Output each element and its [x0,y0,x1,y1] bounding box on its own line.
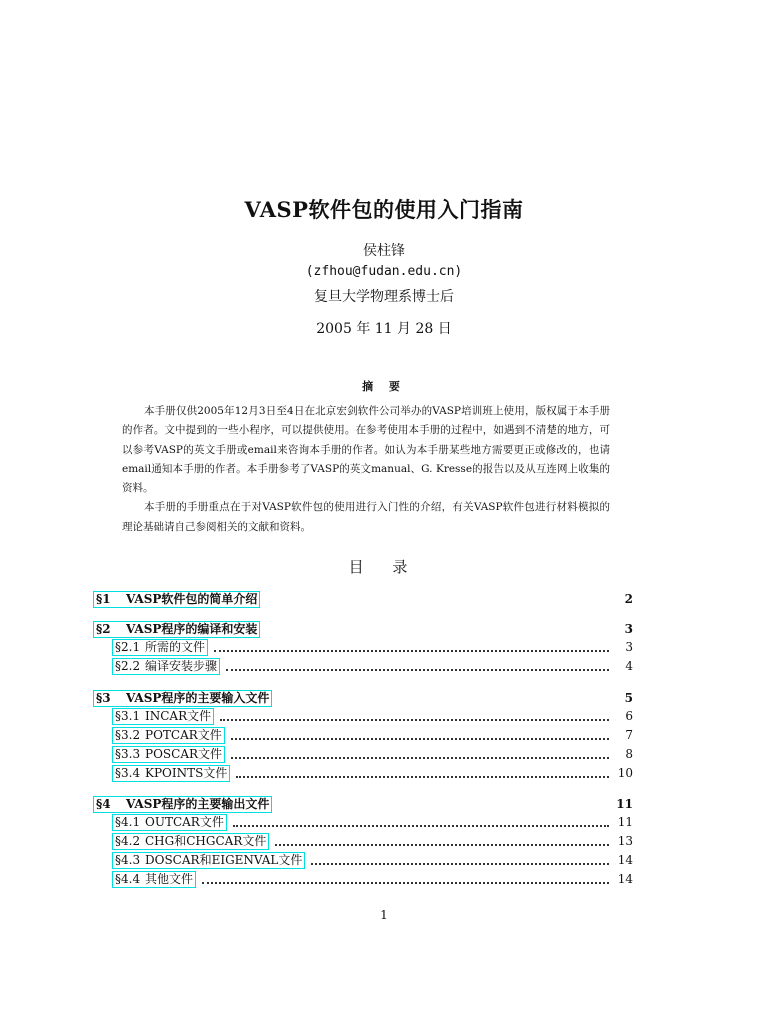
toc-dot-leader [231,737,609,740]
toc-entry [112,764,633,782]
toc-page: 5 [624,691,633,705]
toc-number: §4 [96,796,111,811]
toc-entry [93,689,633,707]
toc-link[interactable] [93,621,260,638]
toc-page: 10 [617,766,633,780]
toc-number: §4.2 [115,833,141,848]
toc-page: 7 [625,728,633,742]
toc-number: §3.3 [115,746,141,761]
document-date: 2005 年 11 月 28 日 [316,321,452,337]
toc-page: 3 [624,622,633,636]
author-affiliation: 复旦大学物理系博士后 [314,289,454,305]
toc-link[interactable] [112,708,214,725]
abstract-heading: 摘 要 [362,380,406,393]
toc-link[interactable] [112,871,196,888]
toc-link[interactable] [112,746,225,763]
toc-dot-leader [220,718,609,721]
toc-link[interactable] [93,690,272,707]
toc-title: 所需的文件 [145,639,206,654]
toc-link[interactable] [112,833,269,850]
toc-page: 3 [625,640,633,654]
toc-title: VASP程序的主要输出文件 [126,796,270,811]
toc-page: 11 [617,815,633,829]
toc-dot-leader [231,756,609,759]
toc-title: OUTCAR文件 [145,814,224,829]
toc-number: §4.4 [115,871,141,886]
toc-entry [112,726,633,744]
toc-link[interactable] [112,658,220,675]
toc-entry [112,851,633,869]
toc-number: §3.1 [115,708,141,723]
abstract-paragraph: 本手册仅供2005年12月3日至4日在北京宏剑软件公司举办的VASP培训班上使用，版权属于本手册的作者。文中提到的一些小程序，可以提供使用。在参考使用本手册的过程中，如遇到不清楚的地方，可以参考VASP的英文手册或email来咨询本手册的作者。如认为本手册某些地方需要更正或修改的，也请email通知本手册的作者。本手册参考了VASP的英文manual、G. Kresse的报告以及从互连网上收集的资料。 [122,405,610,495]
toc-number: §4.3 [115,852,141,867]
toc-number: §3 [96,690,111,705]
toc-number: §3.4 [115,765,141,780]
toc-dot-leader [214,649,609,652]
toc-title: VASP软件包的简单介绍 [126,591,258,606]
toc-link[interactable] [93,796,272,813]
toc-entry [112,657,633,675]
toc-link[interactable] [112,765,230,782]
page-number: 1 [380,908,388,922]
toc-number: §4.1 [115,814,141,829]
author-email: (zfhou@fudan.edu.cn) [305,264,463,279]
toc-title: DOSCAR和EIGENVAL文件 [145,852,303,867]
toc-page: 14 [617,872,633,886]
toc-title: CHG和CHGCAR文件 [145,833,267,848]
toc-page: 14 [617,853,633,867]
toc-dot-leader [236,775,609,778]
toc-number: §3.2 [115,727,141,742]
abstract-body [122,402,610,537]
toc-number: §2.2 [115,658,141,673]
toc-page: 4 [625,659,633,673]
toc-dot-leader [233,824,609,827]
toc-entry [93,590,633,608]
toc-title: VASP程序的编译和安装 [126,621,258,636]
toc-title: 编译安装步骤 [145,658,218,673]
abstract-paragraph: 本手册的手册重点在于对VASP软件包的使用进行入门性的介绍，有关VASP软件包进行材料模拟的理论基础请自己参阅相关的文献和资料。 [122,501,610,533]
toc-entry [112,745,633,763]
toc-title: POTCAR文件 [145,727,222,742]
toc-entry [112,832,633,850]
toc-link[interactable] [112,814,227,831]
toc-dot-leader [226,668,609,671]
toc-link[interactable] [112,727,225,744]
toc-entry [112,707,633,725]
toc-page: 8 [625,747,633,761]
toc-title: POSCAR文件 [145,746,223,761]
author-name: 侯柱锋 [363,243,405,259]
toc-heading: 目 录 [348,558,420,576]
toc-title: INCAR文件 [145,708,212,723]
toc-entry [112,870,633,888]
toc-page: 11 [616,797,633,811]
toc-dot-leader [202,881,609,884]
toc-page: 6 [625,709,633,723]
toc-link[interactable] [93,591,260,608]
toc-number: §2.1 [115,639,141,654]
toc-link[interactable] [112,639,208,656]
toc-title: KPOINTS文件 [145,765,228,780]
toc-page: 13 [617,834,633,848]
toc-entry [93,795,633,813]
toc-number: §2 [96,621,111,636]
toc-page: 2 [624,592,633,606]
toc-link[interactable] [112,852,305,869]
toc-entry [112,813,633,831]
toc-entry [112,638,633,656]
toc-title: 其他文件 [145,871,194,886]
toc-title: VASP程序的主要输入文件 [126,690,270,705]
toc-dot-leader [275,843,609,846]
toc-dot-leader [311,862,609,865]
toc-entry [93,620,633,638]
toc-number: §1 [96,591,111,606]
document-title: VASP软件包的使用入门指南 [244,197,524,222]
